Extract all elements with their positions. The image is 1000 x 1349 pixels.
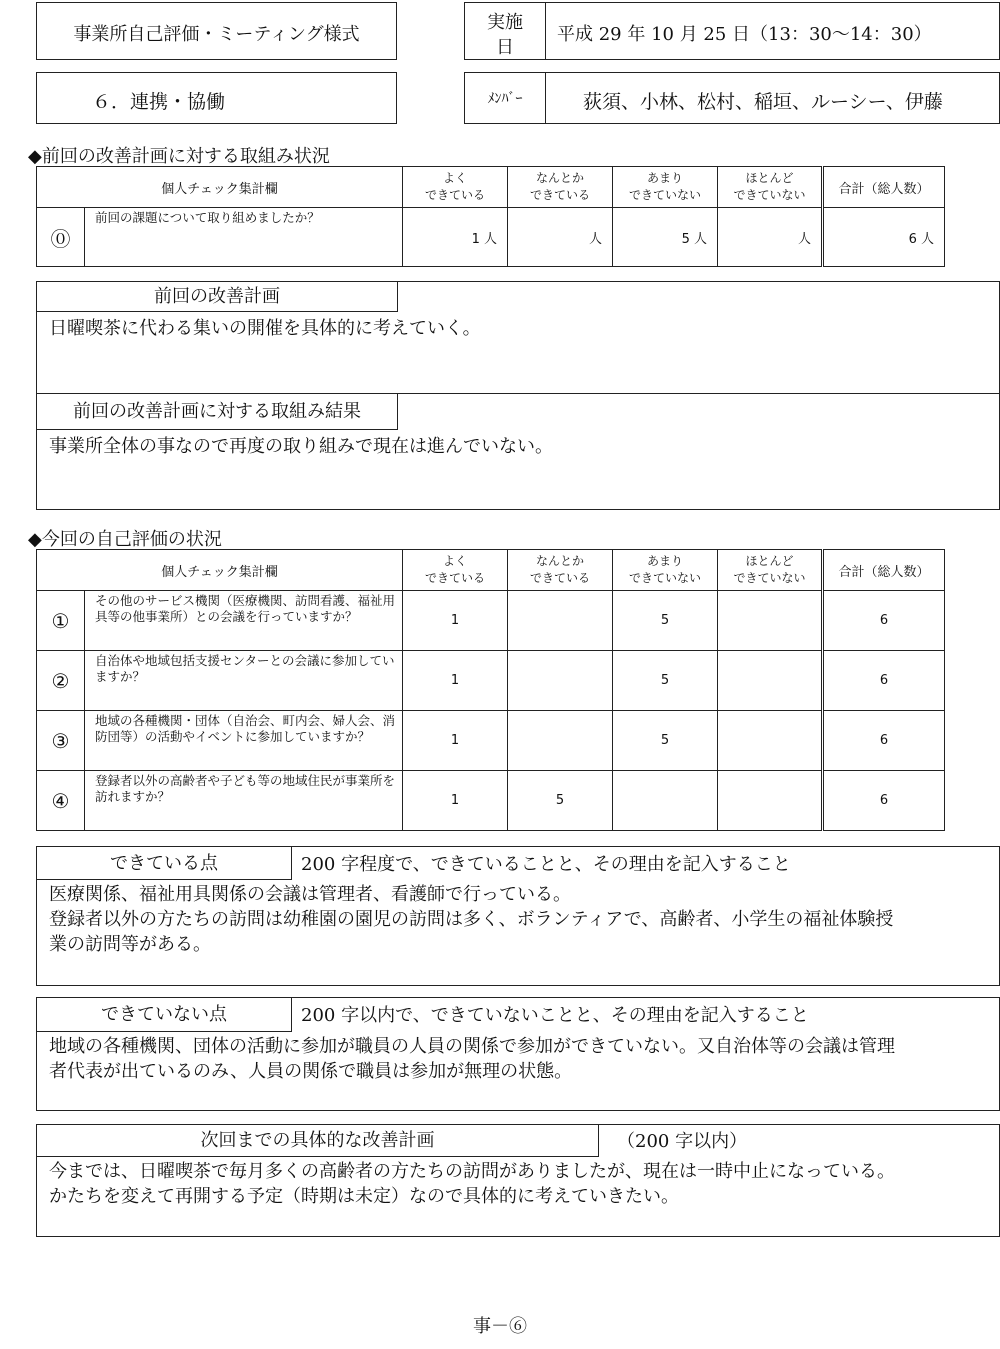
current-col-header-1: よく できている bbox=[403, 550, 508, 591]
topic-title: ６．連携・協働 bbox=[92, 91, 226, 113]
next-plan-line-1: 今までは、日曜喫茶で毎月多くの高齢者の方たちの訪問がありましたが、現在は一時中止になっている。 bbox=[49, 1161, 895, 1182]
row-total: 6 bbox=[823, 651, 945, 711]
current-col-header-3: あまり できていない bbox=[613, 550, 718, 591]
row-value: 5 bbox=[508, 771, 613, 831]
row-total: 6 bbox=[823, 591, 945, 651]
row-value bbox=[718, 591, 823, 651]
form-title-box bbox=[36, 2, 397, 60]
row-value: 5 bbox=[613, 711, 718, 771]
bad-points-line-1: 地域の各種機関、団体の活動に参加が職員の人員の関係で参加ができていない。又自治体等の会議は管理 bbox=[49, 1036, 895, 1057]
prev-result-text: 事業所全体の事なので再度の取り組みで現在は進んでいない。 bbox=[49, 436, 553, 457]
row-question: 自治体や地域包括支援センターとの会議に参加していますか？ bbox=[85, 651, 403, 711]
form-title: 事業所自己評価・ミーティング様式 bbox=[73, 24, 360, 45]
table-row bbox=[37, 711, 945, 771]
date-label-cell bbox=[465, 3, 546, 59]
table-row bbox=[37, 651, 945, 711]
prev-plan-box bbox=[36, 281, 1000, 510]
date-label-line2: 日 bbox=[496, 37, 514, 58]
row-value: 5 人 bbox=[613, 208, 718, 267]
row-value: 5 bbox=[613, 591, 718, 651]
row-number: ② bbox=[37, 651, 85, 711]
good-points-line-2: 登録者以外の方たちの訪問は幼稚園の園児の訪問は多く、ボランティアで、高齢者、小学生の福祉体験授 bbox=[49, 909, 894, 930]
next-plan-instruction: （200 字以内） bbox=[617, 1131, 748, 1152]
prev-section-title: ◆前回の改善計画に対する取組み状況 bbox=[28, 146, 330, 167]
good-points-instruction: 200 字程度で、できていることと、その理由を記入すること bbox=[301, 854, 791, 875]
current-col-header-2: なんとか できている bbox=[508, 550, 613, 591]
member-label-cell bbox=[465, 73, 546, 123]
row-total: 6 bbox=[823, 711, 945, 771]
row-value: 1 bbox=[403, 771, 508, 831]
member-label: ﾒﾝﾊﾞｰ bbox=[487, 91, 523, 107]
row-question: 前回の課題について取り組めましたか？ bbox=[85, 208, 403, 267]
row-value bbox=[508, 591, 613, 651]
date-box bbox=[464, 2, 1000, 60]
bad-points-box bbox=[36, 997, 1000, 1111]
row-value: 1 人 bbox=[403, 208, 508, 267]
good-points-line-1: 医療関係、福祉用具関係の会議は管理者、看護師で行っている。 bbox=[49, 884, 571, 905]
current-section-title: ◆今回の自己評価の状況 bbox=[28, 529, 222, 550]
prev-plan-label: 前回の改善計画 bbox=[37, 282, 398, 312]
row-value bbox=[613, 771, 718, 831]
current-col-header-4: ほとんど できていない bbox=[718, 550, 823, 591]
row-value: 1 bbox=[403, 651, 508, 711]
table-row bbox=[37, 208, 945, 267]
row-value: 1 bbox=[403, 591, 508, 651]
row-value: 人 bbox=[718, 208, 823, 267]
row-question: その他のサービス機関（医療機関、訪問看護、福祉用具等の他事業所）との会議を行っていますか？ bbox=[85, 591, 403, 651]
row-question: 地域の各種機関・団体（自治会、町内会、婦人会、消防団等）の活動やイベントに参加していますか？ bbox=[85, 711, 403, 771]
prev-col-header-4: ほとんど できていない bbox=[718, 167, 823, 208]
prev-col-header-1: よく できている bbox=[403, 167, 508, 208]
row-value bbox=[508, 651, 613, 711]
prev-col-title: 個人チェック集計欄 bbox=[37, 167, 403, 208]
row-total: 6 人 bbox=[823, 208, 945, 267]
prev-col-header-3: あまり できていない bbox=[613, 167, 718, 208]
row-value bbox=[508, 711, 613, 771]
bad-points-line-2: 者代表が出ているのみ、人員の関係で職員は参加が無理の状態。 bbox=[49, 1061, 573, 1082]
row-value: 5 bbox=[613, 651, 718, 711]
date-label-line1: 実施 bbox=[487, 12, 523, 33]
prev-col-total: 合計（総人数） bbox=[823, 167, 945, 208]
good-points-label: できている点 bbox=[37, 847, 292, 880]
bad-points-label: できていない点 bbox=[37, 998, 292, 1032]
table-row bbox=[37, 771, 945, 831]
row-number: ④ bbox=[37, 771, 85, 831]
row-value: 人 bbox=[508, 208, 613, 267]
date-value: 平成 29 年 10 月 25 日（13：30～14：30） bbox=[557, 24, 932, 45]
member-names: 荻須、小林、松村、稲垣、ルーシー、伊藤 bbox=[583, 91, 943, 113]
row-number: ① bbox=[37, 591, 85, 651]
row-total: 6 bbox=[823, 771, 945, 831]
prev-check-table bbox=[36, 166, 945, 267]
row-value bbox=[718, 771, 823, 831]
topic-box bbox=[36, 72, 397, 124]
current-check-table bbox=[36, 549, 945, 831]
row-number: ③ bbox=[37, 711, 85, 771]
table-row bbox=[37, 591, 945, 651]
next-plan-line-2: かたちを変えて再開する予定（時期は未定）なので具体的に考えていきたい。 bbox=[49, 1186, 679, 1207]
row-value bbox=[718, 711, 823, 771]
members-box bbox=[464, 72, 1000, 124]
current-col-total: 合計（総人数） bbox=[823, 550, 945, 591]
row-value: 1 bbox=[403, 711, 508, 771]
good-points-box bbox=[36, 846, 1000, 986]
prev-result-label: 前回の改善計画に対する取組み結果 bbox=[37, 394, 398, 430]
next-plan-box bbox=[36, 1124, 1000, 1237]
prev-col-header-2: なんとか できている bbox=[508, 167, 613, 208]
row-value bbox=[718, 651, 823, 711]
next-plan-label: 次回までの具体的な改善計画 bbox=[37, 1125, 599, 1157]
good-points-line-3: 業の訪問等がある。 bbox=[49, 934, 211, 955]
current-col-title: 個人チェック集計欄 bbox=[37, 550, 403, 591]
row-question: 登録者以外の高齢者や子ども等の地域住民が事業所を訪れますか？ bbox=[85, 771, 403, 831]
row-number: ⓪ bbox=[37, 208, 85, 267]
page-label: 事－⑥ bbox=[473, 1316, 527, 1337]
bad-points-instruction: 200 字以内で、できていないことと、その理由を記入すること bbox=[301, 1005, 809, 1026]
prev-plan-text: 日曜喫茶に代わる集いの開催を具体的に考えていく。 bbox=[49, 318, 481, 339]
